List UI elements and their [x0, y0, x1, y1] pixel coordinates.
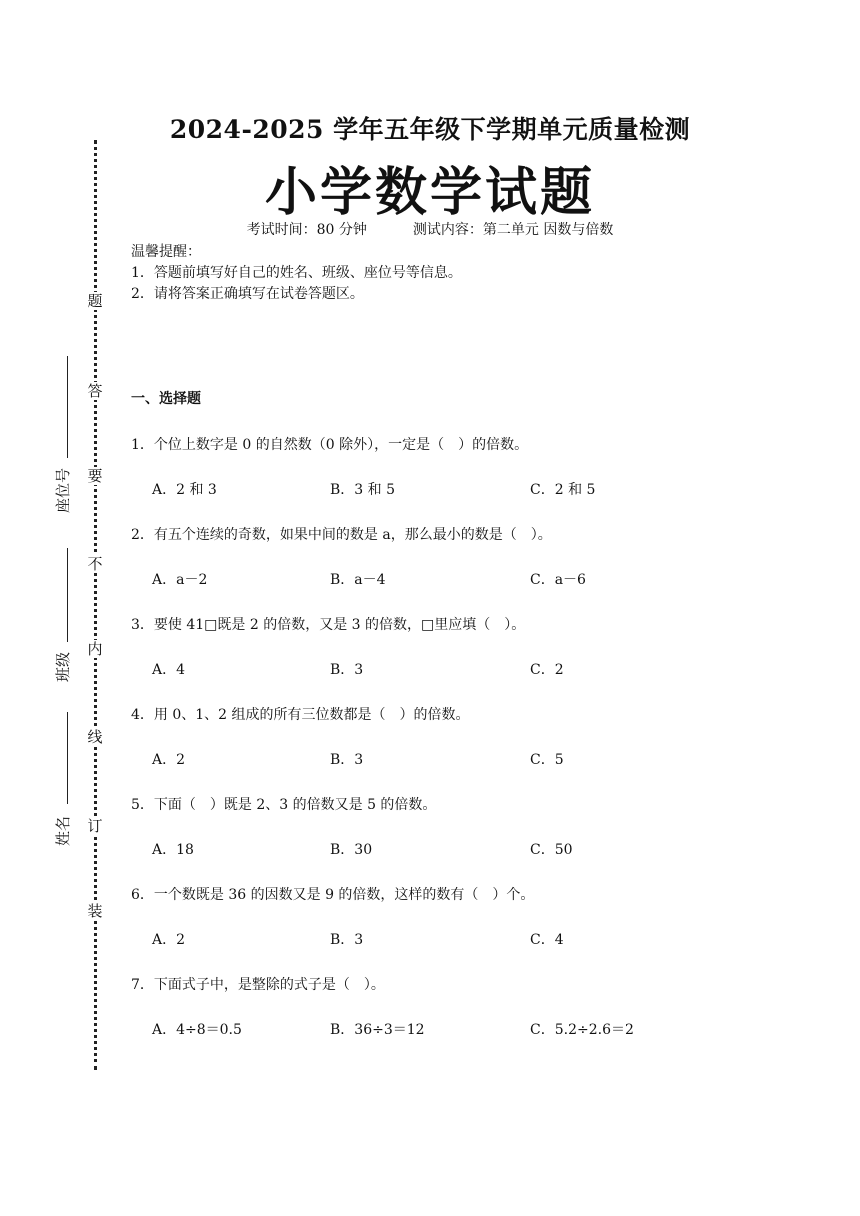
margin-warning-char: 不: [87, 555, 103, 573]
option-a[interactable]: A．2: [152, 932, 186, 948]
margin-warning-char: 线: [87, 728, 103, 746]
option-a[interactable]: A．18: [152, 842, 194, 858]
tips-item: 1．答题前填写好自己的姓名、班级、座位号等信息。: [131, 265, 462, 281]
option-c[interactable]: C．4: [530, 932, 564, 948]
option-a[interactable]: A．4÷8＝0.5: [152, 1022, 242, 1038]
section-title: 一、选择题: [131, 391, 201, 407]
page-title: 小学数学试题: [264, 162, 595, 223]
option-b[interactable]: B．3: [330, 662, 364, 678]
exam-subtitle: 2024-2025 学年五年级下学期单元质量检测: [169, 115, 691, 144]
question-stem: 2．有五个连续的奇数，如果中间的数是 a，那么最小的数是（ ）。: [131, 527, 552, 543]
option-b[interactable]: B．3: [330, 932, 364, 948]
name-line[interactable]: [67, 712, 68, 804]
question-stem: 3．要使 41□既是 2 的倍数，又是 3 的倍数，□里应填（ ）。: [131, 617, 526, 633]
margin-warning-char: 题: [87, 292, 103, 310]
binding-dotted-line: [94, 140, 97, 1070]
question-stem: 7．下面式子中，是整除的式子是（ ）。: [131, 977, 385, 993]
option-b[interactable]: B．36÷3＝12: [330, 1022, 425, 1038]
margin-warning-char: 订: [87, 817, 103, 835]
tips-heading: 温馨提醒：: [131, 244, 201, 260]
question-stem: 5．下面（ ）既是 2、3 的倍数又是 5 的倍数。: [131, 797, 437, 813]
option-a[interactable]: A．2: [152, 752, 186, 768]
option-c[interactable]: C．5.2÷2.6＝2: [530, 1022, 634, 1038]
option-a[interactable]: A．4: [152, 662, 186, 678]
option-b[interactable]: B．3 和 5: [330, 482, 396, 498]
option-c[interactable]: C．5: [530, 752, 564, 768]
exam-info: [0, 219, 860, 239]
option-a[interactable]: A．2 和 3: [152, 482, 217, 498]
margin-warning-char: 要: [87, 467, 103, 485]
margin-warning-char: 装: [87, 902, 103, 920]
class-label: 班级: [54, 651, 72, 682]
question-stem: 6．一个数既是 36 的因数又是 9 的倍数，这样的数有（ ）个。: [131, 887, 535, 903]
option-c[interactable]: C．a－6: [530, 572, 586, 588]
class-line[interactable]: [67, 548, 68, 642]
tips-block: [131, 242, 462, 305]
question-stem: 1．个位上数字是 0 的自然数（0 除外），一定是（ ）的倍数。: [131, 437, 529, 453]
option-c[interactable]: C．50: [530, 842, 573, 858]
option-b[interactable]: B．30: [330, 842, 373, 858]
test-content: 测试内容：第二单元 因数与倍数: [412, 222, 614, 238]
option-c[interactable]: C．2 和 5: [530, 482, 596, 498]
name-label: 姓名: [54, 815, 72, 846]
seat-number-label: 座位号: [54, 467, 72, 513]
margin-warning-char: 内: [87, 640, 103, 658]
tips-item: 2．请将答案正确填写在试卷答题区。: [131, 286, 364, 302]
exam-time: 考试时间：80 分钟: [246, 222, 367, 238]
margin-warning-char: 答: [87, 382, 103, 400]
option-b[interactable]: B．3: [330, 752, 364, 768]
option-c[interactable]: C．2: [530, 662, 564, 678]
option-b[interactable]: B．a－4: [330, 572, 386, 588]
option-a[interactable]: A．a－2: [152, 572, 208, 588]
question-stem: 4．用 0、1、2 组成的所有三位数都是（ ）的倍数。: [131, 707, 470, 723]
seat-number-line[interactable]: [67, 356, 68, 458]
